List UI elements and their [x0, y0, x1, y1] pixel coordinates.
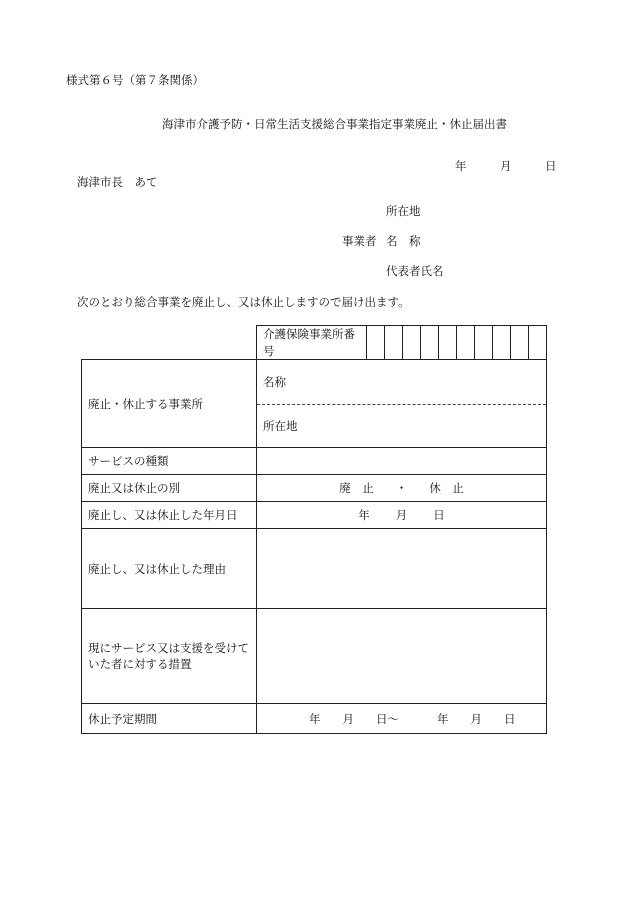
measures-label: 現にサービス又は支援を受けていた者に対する措置 [82, 609, 257, 704]
period-label: 休止予定期間 [82, 704, 257, 734]
date-month-unit: 月 [395, 508, 408, 522]
period-field[interactable] [257, 704, 547, 734]
applicant-business-label: 事業者 [342, 234, 377, 248]
service-type-field[interactable] [257, 448, 547, 475]
office-number-box[interactable] [511, 326, 529, 360]
office-number-box[interactable] [421, 326, 439, 360]
office-number-box[interactable] [385, 326, 403, 360]
office-number-box[interactable] [529, 326, 547, 360]
option-abolish[interactable]: 廃 止 [339, 481, 374, 495]
office-number-box[interactable] [439, 326, 457, 360]
facility-address-label: 所在地 [263, 419, 298, 433]
date-label: 廃止し、又は休止した年月日 [82, 502, 257, 529]
facility-name-label: 名称 [263, 375, 286, 389]
applicant-address-label: 所在地 [386, 204, 421, 218]
applicant-name-label: 名 称 [386, 234, 421, 248]
blank-corner [82, 326, 257, 360]
date-month: 月 [500, 159, 512, 173]
date-day-unit: 日 [433, 508, 445, 522]
addressee: 海津市長 あて [77, 175, 158, 189]
date-day: 日 [545, 159, 557, 173]
facility-address-row[interactable] [257, 405, 546, 447]
intro-text: 次のとおり総合事業を廃止し、又は休止しますので届け出ます。 [77, 295, 410, 309]
notification-table [81, 325, 547, 734]
applicant-rep-label: 代表者氏名 [386, 264, 444, 278]
office-number-box[interactable] [493, 326, 511, 360]
service-type-label: サービスの種類 [82, 448, 257, 475]
period-start-day: 日～ [376, 711, 399, 726]
category-label: 廃止又は休止の別 [82, 475, 257, 502]
date-field[interactable] [257, 502, 547, 529]
period-start-month: 月 [342, 711, 354, 726]
reason-field[interactable] [257, 529, 547, 609]
office-number-box[interactable] [475, 326, 493, 360]
period-end-year: 年 [437, 711, 449, 726]
form-number: 様式第６号（第７条関係） [66, 73, 204, 87]
facility-cell[interactable] [257, 360, 547, 448]
option-suspend[interactable]: 休 止 [429, 481, 464, 495]
reason-label: 廃止し、又は休止した理由 [82, 529, 257, 609]
office-number-label: 介護保険事業所番号 [257, 326, 367, 360]
date-year: 年 [455, 159, 467, 173]
option-separator: ・ [395, 481, 408, 495]
office-number-box[interactable] [457, 326, 475, 360]
office-number-box[interactable] [403, 326, 421, 360]
facility-label: 廃止・休止する事業所 [82, 360, 257, 448]
period-end-month: 月 [470, 711, 482, 726]
period-end-day: 日 [504, 711, 516, 726]
facility-name-row[interactable] [257, 360, 546, 405]
period-start-year: 年 [309, 711, 321, 726]
measures-field[interactable] [257, 609, 547, 704]
document-title: 海津市介護予防・日常生活支援総合事業指定事業廃止・休止届出書 [162, 117, 507, 131]
category-options[interactable] [257, 475, 547, 502]
date-year-unit: 年 [358, 508, 370, 522]
office-number-box[interactable] [367, 326, 385, 360]
